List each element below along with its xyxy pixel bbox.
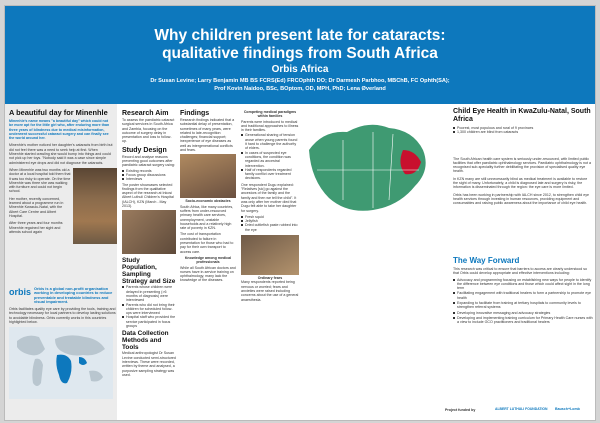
photo-caption: Socio-economic obstacles: [185, 199, 231, 204]
way-forward-item: Developing innovative messaging and advocacy strategies: [453, 311, 593, 315]
story-heading: A beautiful day for Minenhle: [9, 108, 108, 117]
study-design-heading: Study Design: [122, 146, 167, 154]
remedy-item: Jellyfish: [241, 219, 299, 223]
poster: [4, 5, 596, 421]
kzn-heading: Child Eye Health in KwaZulu-Natal, South Africa: [453, 108, 591, 123]
knowledge-heading: Knowledge among medical professionals: [184, 255, 232, 265]
way-forward-item: Developing and implementing training curriculum for Primary Health Care nurses with a view to include GCO practitioners and traditional healers: [453, 316, 593, 325]
funders-bar: [445, 404, 595, 418]
orbis-para: Orbis facilitates quality eye care by providing the tools, training and technology necessary for local partners to develop lasting solutions to avoidable blindness. Orbis currently works in this countries highlighted below.: [9, 307, 116, 325]
story-para-1: Minenhle's name means "a beautiful day" which could not be more apt for the little girl who, after enduring more than three years of blindness due to medical misinformation, underwent successful cataract surgery and can finally see the world around her.: [9, 119, 110, 141]
kzn-item: 1,300 children are blind from cataracts: [453, 130, 593, 134]
org-title: Orbis Africa: [271, 64, 329, 75]
population-item: Hospital staff who provided the service participated in focus groups: [122, 315, 176, 328]
funder-logo-2: Bausch+Lomb: [555, 407, 580, 411]
story-para-2: Minenhle's mother noticed her daughter's cataracts from birth but did not feel there was a need to seek help at first. When Minenhle started crawling she would bump into things and could not pick up her toys. "Nobody said it was a case since simple administered eye drops and did not diagnose the cataracts.: [9, 143, 113, 165]
respondent-quote: One respondent Dugu explained: "Relatives [sic] go against the ancestors of the family and the family and then we tell the child". It was only after her mother died that Dugu felt able to take her daughter for surgery.: [241, 182, 297, 213]
map-panel: [303, 110, 437, 228]
paradigms-heading: Competing medical paradigms within families: [243, 110, 297, 119]
population-item: Parents whose children were delayed in presenting (>6 months of diagnosis) were interviewed: [122, 285, 176, 302]
design-item: Existing records: [122, 169, 176, 173]
title-line-1: Why children present late for cataracts:: [154, 27, 446, 44]
child-photo: [180, 154, 236, 198]
population-item: Parents who did not bring their children for scheduled follow-ups were interviewed: [122, 303, 176, 316]
orbis-tagline: Orbis is a global non-profit organisation working in developing countries to reduce preventable and treatable blindness and visual impairment.: [34, 286, 113, 304]
research-aim-heading: Research Aim: [122, 110, 169, 117]
kzn-item: Poorest, most populous and rural of 9 provinces: [453, 126, 593, 130]
way-forward-section: [453, 256, 593, 325]
kzn-para-2: In KZN many are still unnecessarily blind as medical treatment is available to restore the sight of many. Unfortunately, a child is diagnosed late and surgery is risky, the information is disseminated through the region: the eye care is more limited.: [453, 176, 588, 190]
way-forward-item: Facilitating engagement with traditional healers to form a partnership to promote eye health: [453, 291, 593, 300]
study-design-text: Record and analyse reasons preventing good outcomes after paediatric cataract surgery using:: [122, 154, 175, 168]
remedy-item: Dried cuttlefish paste rubbed into the eye: [241, 223, 299, 232]
fears-text: Many respondents reported being nervous or worried; fears and anxieties were raised including concerns about the use of a general anaesthesia.: [241, 280, 299, 302]
study-population-heading: Study Population, Sampling Strategy and Size: [122, 257, 176, 286]
paradigm-item: Half of respondents regarded family conflict over treatment decisions.: [241, 168, 299, 181]
authors-line-2: Prof Kovin Naidoo, BSc, BOptom, OD, MPH, PhD; Lena Øverland: [214, 86, 386, 92]
story-para-3: When Minenhle was two months old a doctor at a local hospital told them that it was too risky to operate. On the time Minenhle was three she was walking with furniture and could not begin school.: [9, 167, 71, 194]
poster-title: [25, 27, 575, 63]
method-column: [122, 110, 176, 377]
title-line-2: qualitative findings from South Africa: [162, 45, 438, 62]
data-collection-heading: Data Collection Methods and Tools: [122, 330, 169, 352]
way-forward-heading: The Way Forward: [453, 256, 520, 265]
fears-heading: Ordinary fears: [257, 276, 283, 281]
funder-logo-1: ALBERT LUTHULI FOUNDATION: [495, 407, 548, 411]
kzn-column: [453, 108, 593, 206]
design-item: Focus group discussions: [122, 173, 176, 177]
mother-photo: [241, 235, 299, 275]
findings-heading: Findings: [180, 110, 210, 117]
design-item: Interviews: [122, 177, 176, 181]
findings-text: Research findings indicated that a substantial delay of presentation, sometimes of many years, were related to late-recognition challenges; financial support; inexperience of eye diseases as well as intergenerational conflicts and fears.: [180, 118, 235, 153]
paradigms-text: Parents were introduced to medical and traditional approaches to illness in their families.: [241, 119, 299, 133]
knowledge-text: While all South African doctors and nurses have in-service training on ophthalmology, many lack the knowledge of the diseases.: [180, 265, 236, 283]
kzn-para-3: Orbis has been working in partnership with IALCH since 2012, to strengthen child eye health services through investing in human resources, providing equipment and consumables and raising public awareness about the importance of child eye health.: [453, 192, 590, 206]
socio-economic-text: South Africa, like many countries, suffers from under-resourced primary health care services, unemployment, unstable households and a relatively high rate of poverty in KZN.: [180, 204, 234, 231]
story-para-5: After three years and four months Minenhle regained her sight and attends school again: [9, 221, 63, 234]
transport-text: The cost of transportation contributed to failure in presentation for those who had to pay for their own transport to access care.: [180, 232, 234, 254]
research-aim-text: To assess the paediatric cataract surgical services in South Africa and Zambia, focusing on the outcome of surgery delay in presentation and loss to follow-up.: [122, 118, 175, 144]
way-forward-text: This research was critical to ensure that barriers to access are clearly understood so that Orbis could develop appropriate and effective interventions including:: [453, 267, 588, 276]
way-forward-item: Expanding to facilitate from training at tertiary hospitals to community levels to strengthen referral systems: [453, 301, 593, 310]
funded-by-label: Project funded by: [445, 408, 476, 412]
remedy-item: Fresh squid: [241, 215, 299, 219]
minenhle-photo: [73, 168, 117, 244]
authors-line-1: Dr Susan Levine; Larry Benjamin MB BS FCRS(Ed) FRCOphth DO; Dr Darmesh Parbhoo, MBChB, FC Ophth(SA);: [150, 78, 450, 84]
findings-column: [180, 110, 236, 283]
story-column: [5, 104, 117, 421]
paradigms-column: [241, 110, 299, 302]
authors: [5, 77, 595, 93]
world-map: [9, 327, 113, 399]
doctor-photo: [122, 210, 176, 254]
paradigm-item: Generational sharing of tension arose when young parents found it hard to challenge the authority of elders.: [241, 133, 299, 150]
orbis-logo: orbis: [9, 287, 32, 297]
kzn-para-1: The South African health care system is seriously under-resourced, with limited public facilities that offer paediatric ophthalmology services. Paediatric ophthalmology is not a recognised sub-speciality further debilitating the provision of specialised quality eye health.: [453, 156, 591, 174]
story-para-4: Her mother, recently concerned, learned about a programme run in Minenhle Kwazulu-Natal, with the Albert Care Centre and Albert Hospital.: [9, 196, 64, 218]
data-collection-text: Medical anthropologist Dr Susan Levine conducted semi-structured interviews. These were recorded, written by theme and analysed, a purposive sampling strategy was used.: [122, 351, 176, 377]
south-africa-map: [303, 110, 437, 228]
way-forward-item: Advocacy and programming focusing on establishing new ways for people to identify the difference between eye conditions and those which could affect sight in the long term: [453, 278, 593, 291]
study-design-text-2: The poster showcases selected findings from the qualitative aspect of the research at Inkosi Albert Luthuli Children's Hospital (IALCH), KZN (March - May 2013).: [122, 182, 174, 209]
paradigm-item: In cases of suspected eye conditions, the condition was regarded as ancestral intervention.: [241, 151, 299, 168]
poster-header: [5, 6, 595, 104]
